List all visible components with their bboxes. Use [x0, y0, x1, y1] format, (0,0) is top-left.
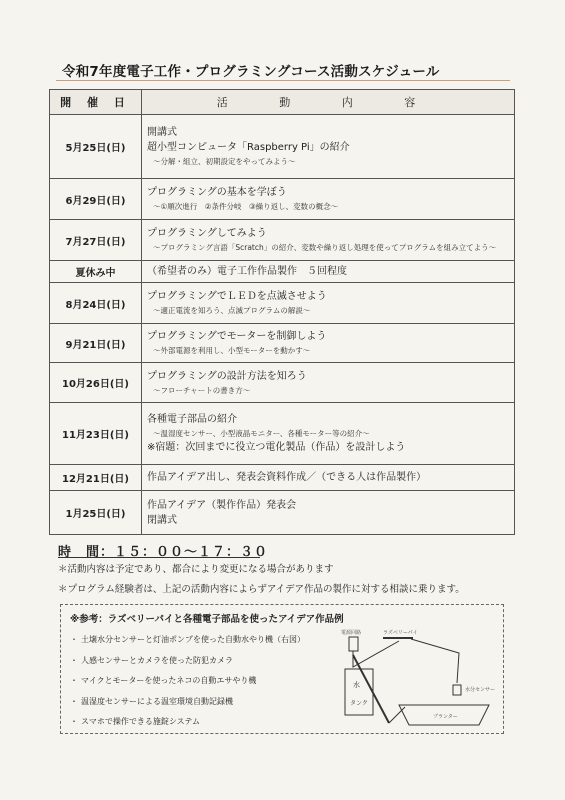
water-tank	[345, 669, 373, 715]
activity-detail: ～分解・組立、初期設定をやってみよう～	[153, 157, 296, 166]
bullet-icon: ・	[70, 697, 78, 706]
bullet-icon: ・	[70, 656, 78, 665]
reference-item	[70, 675, 256, 686]
activity-text: 閉講式	[147, 514, 177, 526]
schedule-row	[50, 363, 515, 403]
table-header-row	[50, 90, 515, 115]
schedule-row	[50, 491, 515, 535]
reference-item-text: マイクとモーターを使ったネコの自動エサやり機	[81, 676, 257, 685]
schedule-date: 夏休み中	[50, 261, 142, 283]
reference-title: ※参考：ラズベリーパイと各種電子部品を使ったアイデア作品例	[70, 614, 344, 625]
wire-sensor	[411, 639, 459, 683]
reference-item-text: 土壌水分センサーと灯油ポンプを使った自動水やり機（右図）	[81, 635, 305, 644]
schedule-date: 10月26日(日)	[50, 363, 142, 403]
diagram-label-tank: タンク	[350, 700, 368, 707]
diagram-label-power: 電源回路	[341, 630, 362, 636]
schedule-activity	[142, 403, 515, 465]
schedule-table	[49, 89, 515, 535]
activity-text: プログラミングの設計方法を知ろう	[147, 370, 307, 382]
schedule-activity	[142, 115, 515, 179]
schedule-row	[50, 115, 515, 179]
schedule-row	[50, 261, 515, 283]
reference-box	[60, 604, 504, 734]
power-circuit-box	[349, 637, 358, 651]
hose-nozzle	[389, 707, 405, 723]
bullet-icon: ・	[70, 717, 78, 726]
schedule-date: 11月23日(日)	[50, 403, 142, 465]
activity-text: プログラミングしてみよう	[147, 228, 267, 239]
diagram-label-sensor: 水分センサー	[465, 687, 496, 693]
schedule-row	[50, 283, 515, 324]
activity-text: プログラミングでモーターを制御しよう	[147, 331, 327, 342]
column-header-activity: 活 動 内 容	[142, 90, 515, 115]
wire-power	[353, 641, 399, 667]
schedule-date: 5月25日(日)	[50, 115, 142, 179]
reference-item-text: スマホで操作できる施錠システム	[81, 717, 201, 726]
schedule-date: 7月27日(日)	[50, 220, 142, 261]
reference-item	[70, 716, 200, 727]
reference-item	[70, 655, 233, 666]
note-experienced: ＊プログラム経験者は、上記の活動内容によらずアイデア作品の製作に対する相談に乗ります。	[58, 584, 465, 595]
schedule-activity	[142, 261, 515, 283]
raspberry-pi-board	[383, 637, 413, 639]
schedule-row	[50, 403, 515, 465]
schedule-row	[50, 465, 515, 491]
moisture-sensor	[453, 685, 461, 695]
diagram-label-raspberry-pi: ラズベリーパイ	[383, 630, 418, 636]
activity-text: プログラミングでＬＥＤを点滅させよう	[147, 291, 327, 302]
schedule-activity	[142, 220, 515, 261]
session-time: 時 間：１５：００～１７：３０	[58, 545, 269, 560]
diagram-label-planter: プランター	[433, 714, 458, 720]
schedule-date: 6月29日(日)	[50, 179, 142, 220]
schedule-activity	[142, 363, 515, 403]
bullet-icon: ・	[70, 676, 78, 685]
pump-hose	[353, 655, 389, 723]
column-header-date: 開 催 日	[50, 90, 142, 115]
reference-item	[70, 634, 305, 645]
schedule-activity	[142, 179, 515, 220]
activity-detail: ～①順次進行 ②条件分岐 ③繰り返し、変数の概念～	[153, 202, 339, 211]
schedule-row	[50, 324, 515, 363]
activity-detail: ～適正電流を知ろう、点滅プログラムの解説～	[153, 306, 311, 315]
activity-text: 各種電子部品の紹介	[147, 414, 237, 425]
activity-detail: ～フローチャートの書き方～	[153, 385, 251, 395]
schedule-date: 12月21日(日)	[50, 465, 142, 491]
activity-text: 超小型コンピュータ「Raspberry Pi」の紹介	[147, 142, 350, 153]
schedule-activity	[142, 491, 515, 535]
activity-detail: ～外部電源を利用し、小型モーターを動かす～	[153, 346, 311, 355]
schedule-row	[50, 179, 515, 220]
activity-text: 作品アイデア（製作作品）発表会	[147, 499, 297, 511]
reference-item	[70, 696, 233, 707]
schedule-activity	[142, 465, 515, 491]
activity-detail: ～プログラミング言語「Scratch」の紹介、変数や繰り返し処理を使ってプログラムを組み立てよう～	[153, 243, 497, 252]
title-underline	[56, 80, 510, 81]
schedule-date: 1月25日(日)	[50, 491, 142, 535]
schedule-date: 8月24日(日)	[50, 283, 142, 324]
activity-text: 作品アイデア出し、発表会資料作成／（できる人は作品製作）	[147, 472, 427, 483]
time-underline	[58, 557, 260, 558]
schedule-row	[50, 220, 515, 261]
activity-text: （希望者のみ）電子工作作品製作 ５回程度	[147, 266, 347, 277]
activity-text: ※宿題：次回までに役立つ電化製品（作品）を設計しよう	[147, 442, 406, 453]
reference-item-text: 温湿度センサーによる温室環境自動記録機	[81, 697, 233, 706]
diagram-label-water: 水	[353, 681, 360, 689]
note-schedule-change: ＊活動内容は予定であり、都合により変更になる場合があります	[58, 564, 334, 575]
page-title: 令和7年度電子工作・プログラミングコース活動スケジュール	[62, 64, 440, 80]
reference-item-text: 人感センサーとカメラを使った防犯カメラ	[81, 656, 233, 665]
schedule-activity	[142, 283, 515, 324]
activity-text: 開講式	[147, 127, 177, 138]
bullet-icon: ・	[70, 635, 78, 644]
schedule-date: 9月21日(日)	[50, 324, 142, 363]
activity-text: プログラミングの基本を学ぼう	[147, 187, 287, 198]
schedule-activity	[142, 324, 515, 363]
watering-machine-diagram	[339, 625, 501, 731]
activity-detail: ～温湿度センサー、小型液晶モニター、各種モーター等の紹介～	[153, 429, 370, 438]
